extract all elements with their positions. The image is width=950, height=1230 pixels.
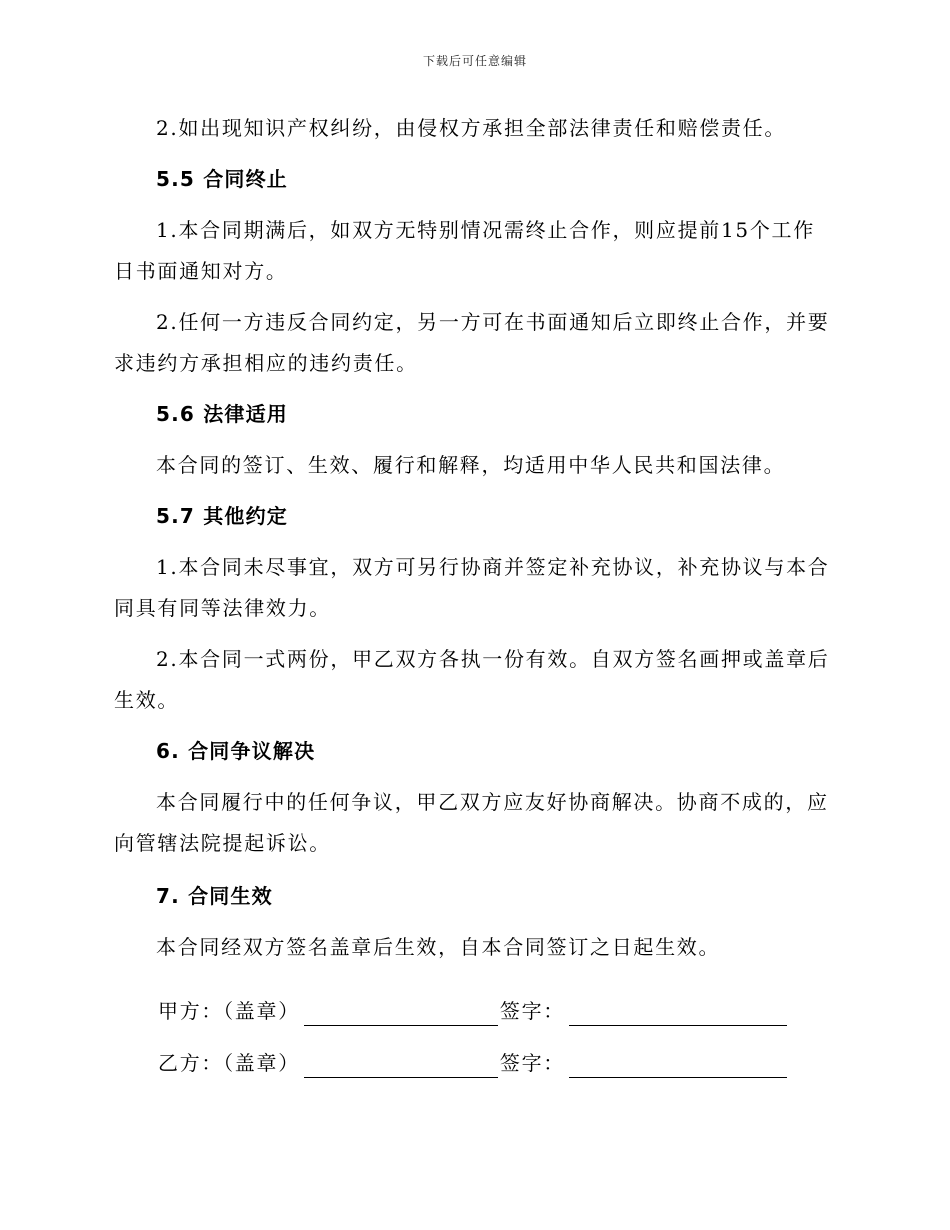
- party-b-sign-blank[interactable]: [569, 1055, 787, 1078]
- clause-5-7-1: 1.本合同未尽事宜，双方可另行协商并签定补充协议，补充协议与本合同具有同等法律效力。: [114, 555, 830, 620]
- party-a-sign-blank[interactable]: [569, 1003, 787, 1026]
- party-a-label: 甲方：（盖章）: [158, 999, 300, 1023]
- clause-6: 本合同履行中的任何争议，甲乙双方应友好协商解决。协商不成的，应向管辖法院提起诉讼。: [114, 790, 829, 855]
- section-heading-6: 6. 合同争议解决: [156, 739, 316, 763]
- clause-5-5-1: 1.本合同期满后，如双方无特别情况需终止合作，则应提前15个工作日书面通知对方。: [114, 218, 815, 283]
- page-header: 下载后可任意编辑: [422, 54, 527, 68]
- party-a-seal-blank[interactable]: [304, 1003, 498, 1026]
- party-a-signature-row: [158, 996, 787, 1026]
- section-heading-5-6: 5.6 法律适用: [156, 402, 288, 426]
- party-b-seal-blank[interactable]: [304, 1055, 498, 1078]
- party-b-label: 乙方：（盖章）: [158, 1051, 300, 1075]
- clause-ip-dispute: 2.如出现知识产权纠纷，由侵权方承担全部法律责任和赔偿责任。: [156, 116, 787, 140]
- section-heading-5-7: 5.7 其他约定: [156, 504, 288, 528]
- party-b-sign-label: 签字：: [499, 1051, 566, 1075]
- contract-body: [114, 108, 834, 968]
- section-heading-7: 7. 合同生效: [156, 884, 273, 908]
- clause-7: 本合同经双方签名盖章后生效，自本合同签订之日起生效。: [156, 935, 721, 959]
- party-b-signature-row: [158, 1048, 787, 1078]
- party-a-sign-label: 签字：: [499, 999, 566, 1023]
- section-heading-5-5: 5.5 合同终止: [156, 167, 288, 191]
- clause-5-6: 本合同的签订、生效、履行和解释，均适用中华人民共和国法律。: [156, 453, 786, 477]
- clause-5-7-2: 2.本合同一式两份，甲乙双方各执一份有效。自双方签名画押或盖章后生效。: [114, 647, 830, 712]
- clause-5-5-2: 2.任何一方违反合同约定，另一方可在书面通知后立即终止合作，并要求违约方承担相应的违约责任。: [114, 310, 830, 375]
